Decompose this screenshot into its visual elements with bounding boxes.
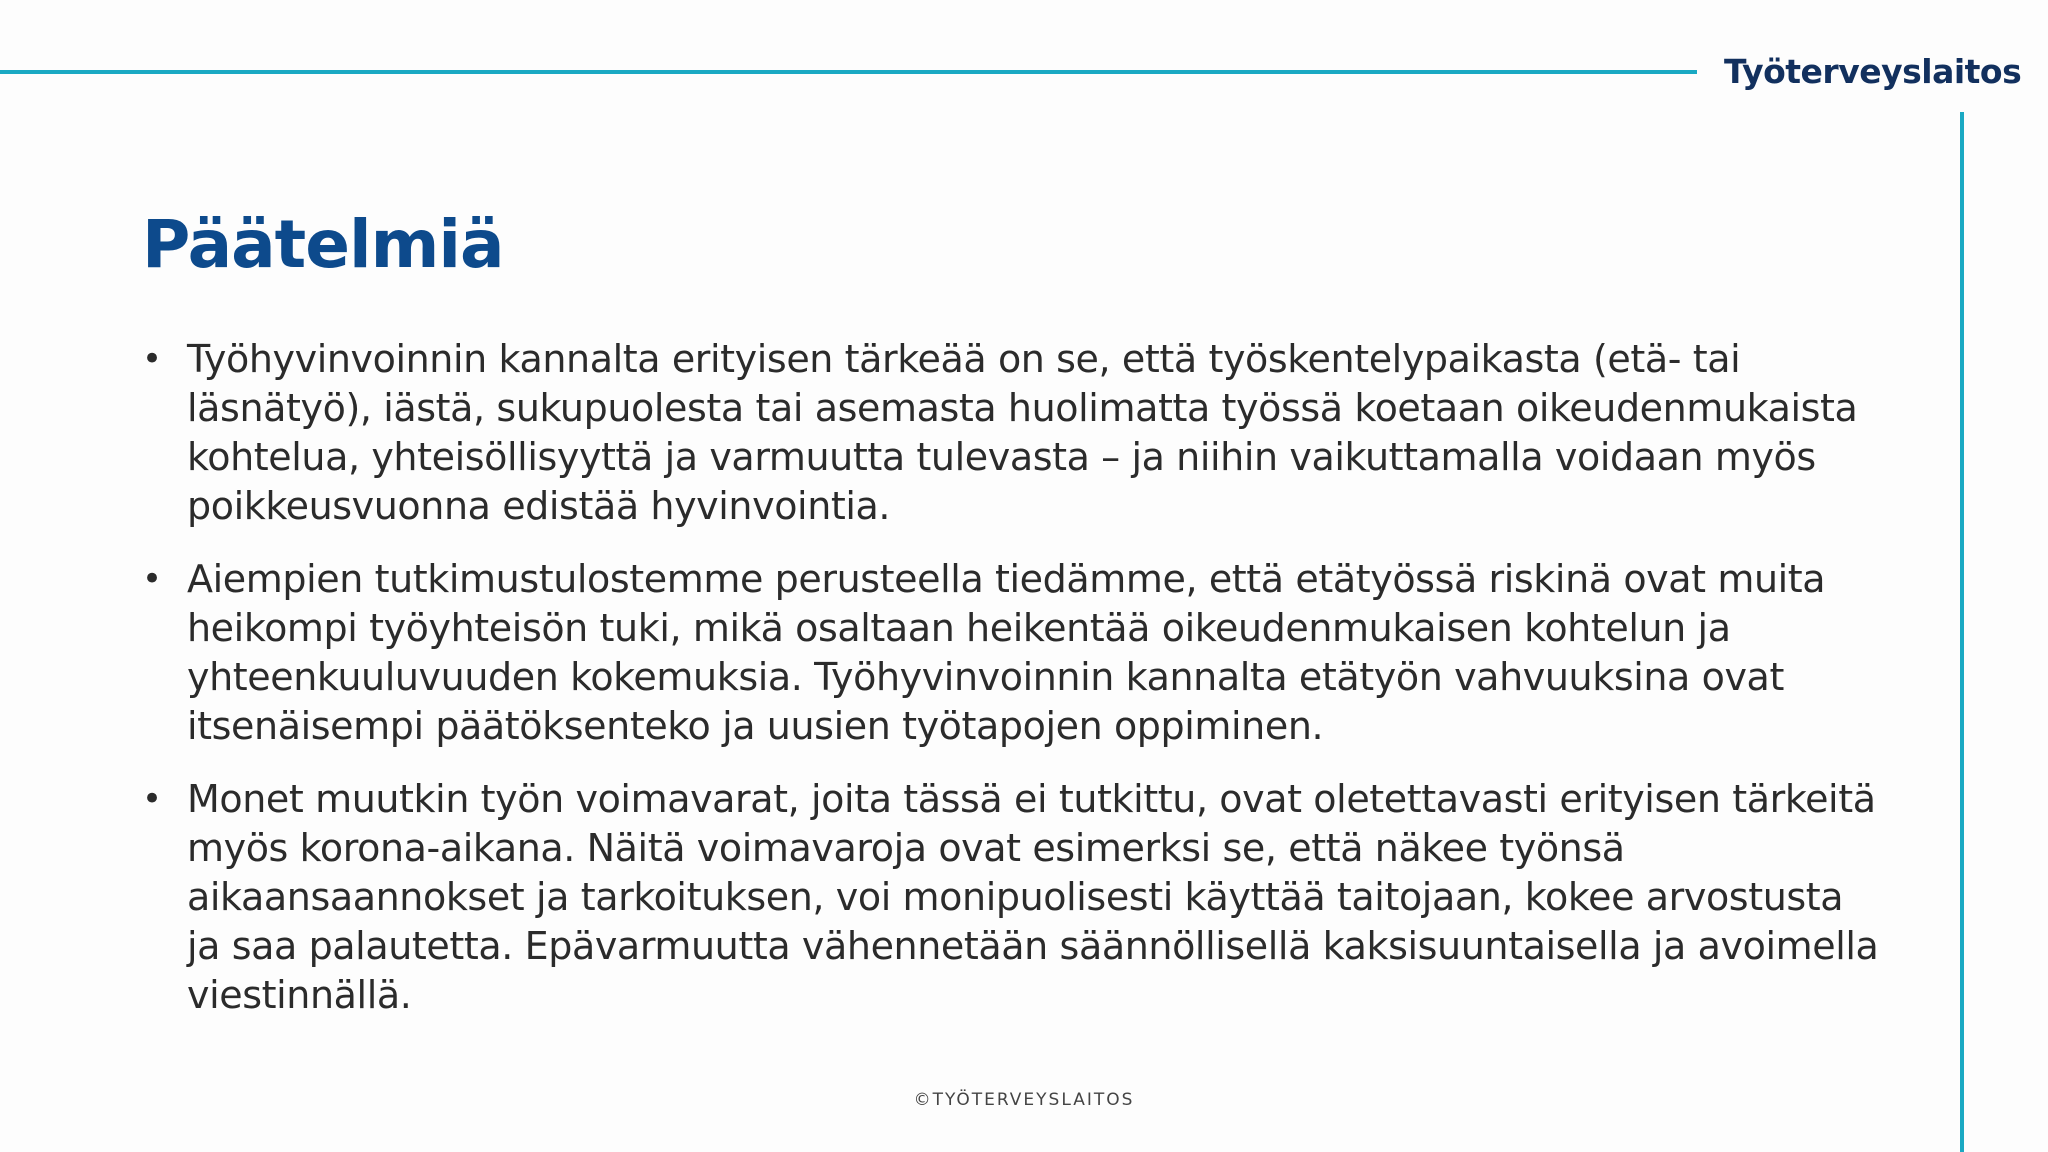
bullet-icon: •	[142, 339, 162, 379]
footer-copyright: ©TYÖTERVEYSLAITOS	[913, 1090, 1135, 1110]
bullet-list	[142, 335, 1882, 1044]
bullet-item	[142, 775, 1882, 1020]
bullet-item	[142, 555, 1882, 751]
bullet-icon: •	[142, 559, 162, 599]
bullet-item	[142, 335, 1882, 531]
bullet-text: Monet muutkin työn voimavarat, joita tässä ei tutkittu, ovat oletettavasti erityisen tärkeitä myös korona-aikana. Näitä voimavaroja ovat esimerksi se, että näkee työnsä aikaansaannokset ja tarkoituksen, voi monipuolisesti käyttää taitojaan, kokee arvostusta ja saa palautetta. Epävarmuutta vähennetään säännöllisellä kaksisuuntaisella ja avoimella viestinnällä.	[187, 777, 1879, 1017]
bullet-text: Aiempien tutkimustulostemme perusteella tiedämme, että etätyössä riskinä ovat muita heikompi työyhteisön tuki, mikä osaltaan heikentää oikeudenmukaisen kohtelun ja yhteenkuuluvuuden kokemuksia. Työhyvinvoinnin kannalta etätyön vahvuuksina ovat itsenäisempi päätöksenteko ja uusien työtapojen oppiminen.	[187, 557, 1826, 748]
bullet-icon: •	[142, 779, 162, 819]
bullet-text: Työhyvinvoinnin kannalta erityisen tärkeää on se, että työskentelypaikasta (etä- tai läsnätyö), iästä, sukupuolesta tai asemasta huolimatta työssä koetaan oikeudenmukaista kohtelua, yhteisöllisyyttä ja varmuutta tulevasta – ja niihin vaikuttamalla voidaan myös poikkeusvuonna edistää hyvinvointia.	[187, 337, 1858, 528]
logo: Työterveyslaitos	[1724, 52, 2022, 91]
right-accent-line	[1960, 112, 1964, 1152]
slide-title: Päätelmiä	[142, 206, 504, 283]
top-accent-line	[0, 70, 1697, 74]
